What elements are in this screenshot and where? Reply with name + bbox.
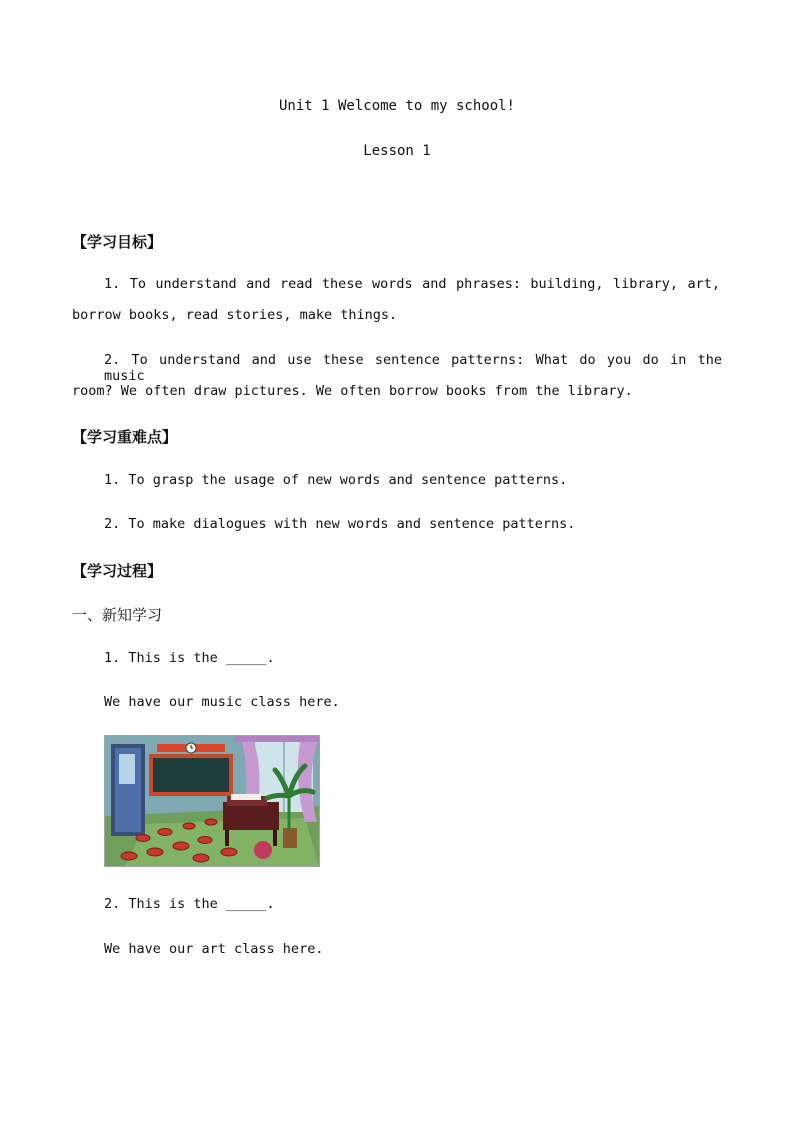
music-room-illustration	[104, 735, 320, 867]
question-1: 1. This is the _____.	[104, 650, 275, 666]
key-points-heading: 【学习重难点】	[72, 428, 178, 446]
objective-1-line-2: borrow books, read stories, make things.	[72, 307, 398, 323]
key-point-2: 2. To make dialogues with new words and sentence patterns.	[104, 516, 576, 532]
question-1-description: We have our music class here.	[104, 694, 340, 710]
question-2: 2. This is the _____.	[104, 896, 275, 912]
objective-2-line-2: room? We often draw pictures. We often borrow books from the library.	[72, 383, 633, 399]
process-heading: 【学习过程】	[72, 562, 163, 580]
objective-1-line-1: 1. To understand and read these words and phrases: building, library, art,	[104, 276, 720, 292]
section-new-knowledge: 一、新知学习	[72, 606, 163, 624]
objectives-heading: 【学习目标】	[72, 233, 163, 251]
lesson-title: Lesson 1	[363, 143, 431, 159]
unit-title: Unit 1 Welcome to my school!	[278, 98, 515, 114]
objective-2-line-1: 2. To understand and use these sentence patterns: What do you do in the music	[104, 352, 722, 384]
question-2-description: We have our art class here.	[104, 941, 324, 957]
key-point-1: 1. To grasp the usage of new words and sentence patterns.	[104, 472, 568, 488]
